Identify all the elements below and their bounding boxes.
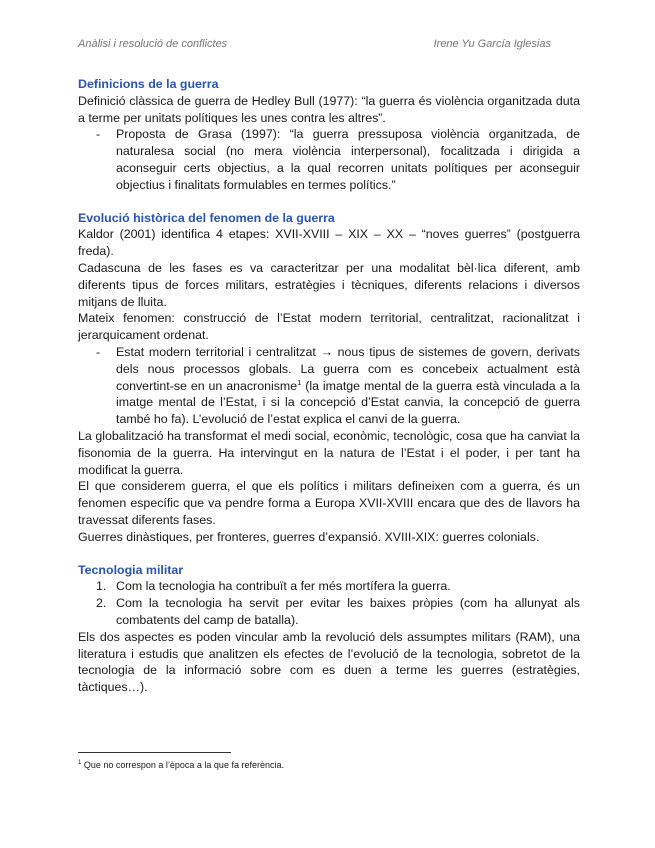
paragraph: Mateix fenomen: construcció de l’Estat modern territorial, centralitzat, racionalitzat i jerarquicament ordenat. bbox=[78, 311, 580, 343]
footnote bbox=[78, 760, 558, 771]
list-marker: 1. bbox=[96, 579, 107, 594]
header-author: Irene Yu García Iglesias bbox=[433, 38, 551, 50]
list-item-text: Com la tecnologia ha servit per evitar les baixes pròpies (com ha allunyat als combatents del camp de batalla). bbox=[116, 596, 580, 627]
footnote-number: 1 bbox=[78, 760, 82, 766]
paragraph: Kaldor (2001) identifica 4 etapes: XVII-XVIII – XIX – XX – “noves guerres” (postguerra freda). bbox=[78, 227, 580, 259]
section-heading-technology: Tecnologia militar bbox=[78, 562, 184, 577]
footnote-reference[interactable]: 1 bbox=[297, 377, 302, 387]
footnote-divider bbox=[78, 752, 231, 753]
paragraph: El que considerem guerra, el que els polítics i militars defineixen com a guerra, és un fenomen específic que va pendre forma a Europa XVII-XVIII encara que des de llavors ha travessat diferents fases. bbox=[78, 479, 580, 527]
list-marker: 2. bbox=[96, 596, 107, 611]
paragraph: La globalització ha transformat el medi social, econòmic, tecnològic, cosa que ha canviat la fisonomia de la guerra. Ha intervingut en la natura de l’Estat i el poder, i per tant ha modificat la guerra. bbox=[78, 428, 580, 477]
list-item bbox=[78, 595, 580, 629]
section-definitions bbox=[78, 76, 580, 194]
list-marker: - bbox=[96, 127, 101, 142]
list-marker: - bbox=[96, 344, 101, 359]
section-heading-history: Evolució històrica del fenomen de la guerra bbox=[78, 210, 335, 225]
header-course: Anàlisi i resolució de conflictes bbox=[78, 38, 228, 50]
section-heading-definitions: Definicions de la guerra bbox=[78, 77, 219, 91]
footnote-text: Que no correspon a l’època a la que fa referència. bbox=[81, 760, 284, 770]
numbered-list bbox=[78, 578, 580, 628]
paragraph: Definició clàssica de guerra de Hedley Bull (1977): “la guerra és violència organitzada duta a terme per unitats polítiques les unes contra les altres”. bbox=[78, 93, 580, 125]
dash-list bbox=[78, 344, 580, 428]
paragraph: Els dos aspectes es poden vincular amb la revolució dels assumptes militars (RAM), una literatura i estudis que analitzen els efectes de l’evolució de la tecnologia, sobretot de la tecnologia de la informació sobre com es duen a terme les guerres (estratègies, tàctiques…). bbox=[78, 629, 580, 695]
list-item-text: Proposta de Grasa (1997): “la guerra pressuposa violència organitzada, de naturalesa social (no mera violència interpersonal), focalitzada i dirigida a aconseguir certs objectius, a la qual recorren unitats polítiques per aconseguir objectius i finalitats formulables en termes polítics.” bbox=[116, 127, 580, 192]
document-body bbox=[78, 76, 580, 696]
list-item bbox=[78, 126, 580, 193]
section-technology bbox=[78, 562, 580, 696]
paragraph: Guerres dinàstiques, per fronteres, guerres d’expansió. XVIII-XIX: guerres colonials. bbox=[78, 529, 540, 544]
list-item-text-part2: (la imatge mental de la guerra està vinculada a la imatge mental de l’Estat, i si la concepció d’Estat canvia, la concepció de guerra també ho fa). L’evolució de l’estat explica el canvi de la guerra. bbox=[116, 378, 581, 427]
list-item bbox=[78, 344, 580, 428]
paragraph: Cadascuna de les fases es va caracteritzar per una modalitat bèl·lica diferent, amb diferents tipus de forces militars, estratègies i tècniques, diferents relacions i diversos mitjans de lluita. bbox=[78, 260, 580, 309]
list-item-text-part1: Estat modern territorial i centralitzat → nous tipus de sistemes de govern, derivats dels nous processos globals. La guerra com es concebeix actualment està convertint-se en un anacronisme bbox=[116, 344, 580, 393]
list-item-text: Com la tecnologia ha contribuït a fer més mortífera la guerra. bbox=[116, 579, 451, 594]
list-item bbox=[78, 578, 580, 595]
section-history bbox=[78, 210, 580, 546]
dash-list bbox=[78, 126, 580, 193]
